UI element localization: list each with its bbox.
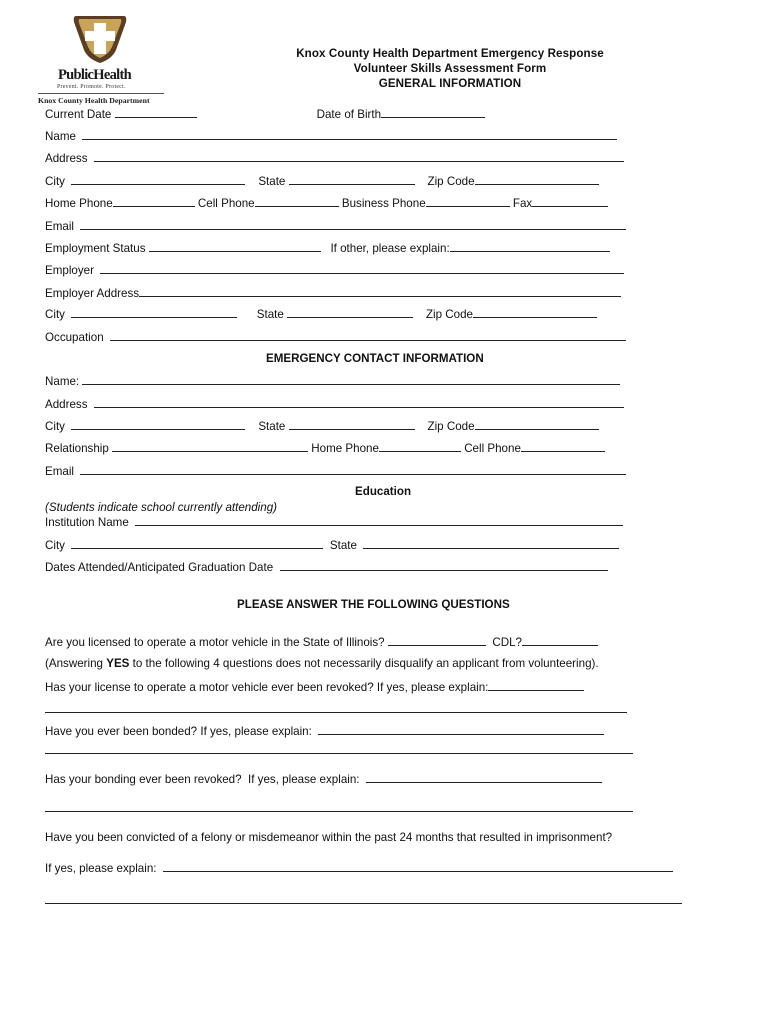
name-field[interactable] bbox=[82, 129, 617, 140]
edu-city-label: City bbox=[45, 539, 65, 552]
row-q3 bbox=[45, 724, 604, 739]
email-field[interactable] bbox=[80, 219, 626, 230]
row-employer-address bbox=[45, 286, 621, 301]
section-questions-title: PLEASE ANSWER THE FOLLOWING QUESTIONS bbox=[237, 598, 510, 611]
row-ec-email bbox=[45, 464, 626, 479]
logo-brand: PublicHealth bbox=[58, 67, 131, 83]
name-label: Name bbox=[45, 130, 76, 143]
row-q2-line2 bbox=[45, 702, 627, 717]
ec-email-label: Email bbox=[45, 465, 74, 478]
cell-phone-label: Cell Phone bbox=[197, 197, 255, 210]
shield-cross-icon bbox=[72, 14, 128, 64]
row-employer-city bbox=[45, 307, 597, 322]
ec-relationship-label: Relationship bbox=[45, 442, 109, 455]
section-general-title: GENERAL INFORMATION bbox=[378, 77, 522, 90]
zip-field[interactable] bbox=[475, 174, 599, 185]
edu-city-field[interactable] bbox=[71, 538, 323, 549]
fax-label: Fax bbox=[512, 197, 533, 210]
employer-label: Employer bbox=[45, 264, 94, 277]
institution-field[interactable] bbox=[135, 515, 623, 526]
occupation-field[interactable] bbox=[110, 330, 626, 341]
cdl-field[interactable] bbox=[522, 635, 598, 646]
city-field[interactable] bbox=[71, 174, 245, 185]
q4-field-line2[interactable] bbox=[45, 801, 633, 812]
row-employment-status bbox=[45, 241, 610, 256]
q3-label: Have you ever been bonded? If yes, please explain: bbox=[45, 725, 312, 738]
row-q5-explain bbox=[45, 861, 673, 876]
row-q3-line2 bbox=[45, 743, 633, 758]
note-post: to the following 4 questions does not necessarily disqualify an applicant from volunteering). bbox=[129, 657, 599, 670]
logo-tagline: Prevent. Promote. Protect. bbox=[57, 84, 126, 90]
ec-home-phone-label: Home Phone bbox=[311, 442, 379, 455]
employer-address-label: Employer Address bbox=[45, 287, 140, 300]
row-q2 bbox=[45, 680, 584, 695]
ec-cell-phone-field[interactable] bbox=[521, 441, 605, 452]
row-city bbox=[45, 174, 599, 189]
edu-dates-label: Dates Attended/Anticipated Graduation Date bbox=[45, 561, 274, 574]
row-dates bbox=[45, 107, 485, 122]
section-emergency-title: EMERGENCY CONTACT INFORMATION bbox=[266, 352, 484, 365]
business-phone-label: Business Phone bbox=[341, 197, 426, 210]
home-phone-field[interactable] bbox=[113, 196, 195, 207]
row-institution bbox=[45, 515, 623, 530]
employer-zip-field[interactable] bbox=[473, 307, 597, 318]
fax-field[interactable] bbox=[532, 196, 608, 207]
state-label: State bbox=[258, 175, 286, 188]
row-occupation bbox=[45, 330, 626, 345]
row-q1 bbox=[45, 635, 598, 650]
address-label: Address bbox=[45, 152, 88, 165]
ec-address-field[interactable] bbox=[94, 397, 624, 408]
ec-zip-field[interactable] bbox=[475, 419, 599, 430]
employer-state-label: State bbox=[256, 308, 284, 321]
row-edu-dates bbox=[45, 560, 608, 575]
business-phone-field[interactable] bbox=[426, 196, 510, 207]
form-title-line1: Knox County Health Department Emergency Response bbox=[296, 47, 604, 60]
ec-cell-phone-label: Cell Phone bbox=[464, 442, 521, 455]
section-education-title: Education bbox=[355, 485, 412, 498]
current-date-field[interactable] bbox=[115, 107, 197, 118]
education-note: (Students indicate school currently attending) bbox=[45, 501, 278, 514]
row-address bbox=[45, 151, 624, 166]
ec-city-label: City bbox=[45, 420, 65, 433]
q5-field[interactable] bbox=[163, 861, 673, 872]
q4-field[interactable] bbox=[366, 772, 602, 783]
ec-state-field[interactable] bbox=[289, 419, 415, 430]
ec-city-field[interactable] bbox=[71, 419, 245, 430]
employment-status-field[interactable] bbox=[149, 241, 321, 252]
q5-field-line2[interactable] bbox=[45, 893, 682, 904]
employer-city-label: City bbox=[45, 308, 65, 321]
dob-label: Date of Birth bbox=[316, 108, 382, 121]
logo bbox=[38, 14, 164, 104]
ec-home-phone-field[interactable] bbox=[379, 441, 461, 452]
q2-field[interactable] bbox=[488, 680, 584, 691]
note-pre: (Answering bbox=[45, 657, 107, 670]
ec-state-label: State bbox=[258, 420, 286, 433]
ec-name-field[interactable] bbox=[82, 374, 620, 385]
q1-field[interactable] bbox=[388, 635, 486, 646]
ec-address-label: Address bbox=[45, 398, 88, 411]
row-q4 bbox=[45, 772, 602, 787]
occupation-label: Occupation bbox=[45, 331, 104, 344]
row-email bbox=[45, 219, 626, 234]
if-other-field[interactable] bbox=[450, 241, 610, 252]
note-yes: YES bbox=[106, 657, 130, 670]
ec-relationship-field[interactable] bbox=[112, 441, 308, 452]
edu-state-label: State bbox=[329, 539, 357, 552]
row-q5-line2 bbox=[45, 893, 682, 908]
row-employer bbox=[45, 263, 624, 278]
q5-explain-label: If yes, please explain: bbox=[45, 862, 157, 875]
ec-name-label: Name: bbox=[45, 375, 80, 388]
employer-address-field[interactable] bbox=[139, 286, 621, 297]
employment-status-label: Employment Status bbox=[45, 242, 146, 255]
row-edu-city bbox=[45, 538, 619, 553]
zip-label: Zip Code bbox=[427, 175, 475, 188]
row-q5: Have you been convicted of a felony or misdemeanor within the past 24 months that resulted in imprisonment? bbox=[45, 831, 613, 844]
logo-divider bbox=[38, 93, 164, 94]
cdl-label: CDL? bbox=[492, 636, 522, 649]
dob-field[interactable] bbox=[381, 107, 485, 118]
edu-state-field[interactable] bbox=[363, 538, 619, 549]
row-ec-address bbox=[45, 397, 624, 412]
row-ec-name bbox=[45, 374, 620, 389]
form-title-line2: Volunteer Skills Assessment Form bbox=[353, 62, 547, 75]
row-ec-city bbox=[45, 419, 599, 434]
row-yes-note bbox=[45, 657, 599, 671]
email-label: Email bbox=[45, 220, 74, 233]
employer-state-field[interactable] bbox=[287, 307, 413, 318]
state-field[interactable] bbox=[289, 174, 415, 185]
q3-field[interactable] bbox=[318, 724, 604, 735]
ec-zip-label: Zip Code bbox=[427, 420, 475, 433]
edu-dates-field[interactable] bbox=[280, 560, 608, 571]
row-q4-line2 bbox=[45, 801, 633, 816]
row-ec-relationship bbox=[45, 441, 605, 456]
employer-zip-label: Zip Code bbox=[425, 308, 473, 321]
institution-label: Institution Name bbox=[45, 516, 129, 529]
current-date-label: Current Date bbox=[45, 108, 112, 121]
q2-field-line2[interactable] bbox=[45, 702, 627, 713]
q2-label: Has your license to operate a motor vehicle ever been revoked? If yes, please explain: bbox=[45, 681, 489, 694]
q4-label: Has your bonding ever been revoked? If yes, please explain: bbox=[45, 773, 360, 786]
q1-label: Are you licensed to operate a motor vehicle in the State of Illinois? bbox=[45, 636, 385, 649]
row-phones bbox=[45, 196, 608, 211]
employer-city-field[interactable] bbox=[71, 307, 237, 318]
employer-field[interactable] bbox=[100, 263, 624, 274]
city-label: City bbox=[45, 175, 65, 188]
if-other-label: If other, please explain: bbox=[330, 242, 450, 255]
address-field[interactable] bbox=[94, 151, 624, 162]
row-name bbox=[45, 129, 617, 144]
logo-department: Knox County Health Department bbox=[38, 96, 150, 105]
q3-field-line2[interactable] bbox=[45, 743, 633, 754]
cell-phone-field[interactable] bbox=[255, 196, 339, 207]
home-phone-label: Home Phone bbox=[45, 197, 113, 210]
ec-email-field[interactable] bbox=[80, 464, 626, 475]
